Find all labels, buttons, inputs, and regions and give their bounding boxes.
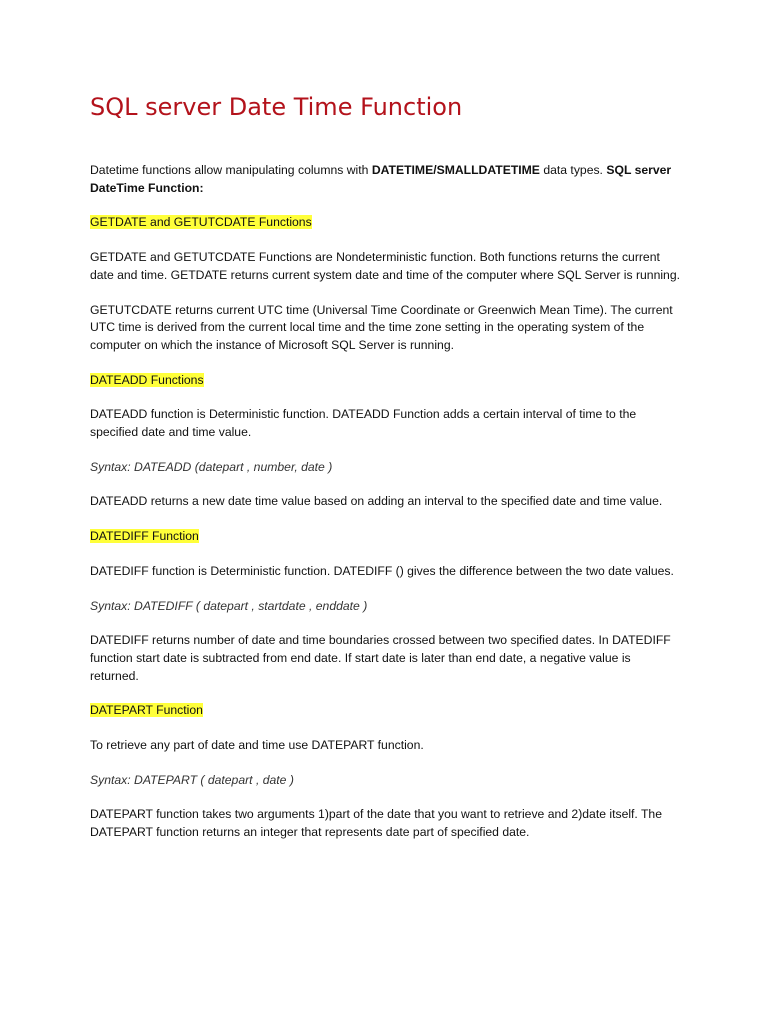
section-heading-datepart <box>90 702 680 720</box>
heading-getdate-text: GETDATE and GETUTCDATE Functions <box>90 215 312 230</box>
document-page <box>90 92 680 859</box>
datediff-paragraph-2: DATEDIFF returns number of date and time boundaries crossed between two specified dates. In DATEDIFF function start date is subtracted from end date. If start date is later than end date, a negative value is returned. <box>90 633 671 683</box>
page-title: SQL server Date Time Function <box>90 93 463 121</box>
datediff-paragraph-1: DATEDIFF function is Deterministic function. DATEDIFF () gives the difference between the two date values. <box>90 563 674 578</box>
intro-paragraph <box>90 162 680 197</box>
heading-datediff-text: DATEDIFF Function <box>90 529 199 544</box>
section-heading-getdate <box>90 214 680 232</box>
datepart-syntax: Syntax: DATEPART ( datepart , date ) <box>90 772 294 787</box>
heading-dateadd-text: DATEADD Functions <box>90 372 204 387</box>
intro-text-before: Datetime functions allow manipulating columns with <box>90 163 372 177</box>
section-heading-dateadd <box>90 372 680 390</box>
heading-datepart-text: DATEPART Function <box>90 703 203 718</box>
intro-text-middle: data types. <box>539 163 607 177</box>
section-heading-datediff <box>90 528 680 546</box>
datepart-paragraph-1: To retrieve any part of date and time use DATEPART function. <box>90 738 424 753</box>
datediff-syntax: Syntax: DATEDIFF ( datepart , startdate , enddate ) <box>90 598 368 613</box>
intro-bold-types: DATETIME/SMALLDATETIME <box>371 163 540 177</box>
dateadd-syntax: Syntax: DATEADD (datepart , number, date ) <box>90 459 333 474</box>
dateadd-paragraph-1: DATEADD function is Deterministic function. DATEADD Function adds a certain interval of time to the specified date and time value. <box>90 407 637 440</box>
dateadd-paragraph-2: DATEADD returns a new date time value based on adding an interval to the specified date and time value. <box>90 494 663 509</box>
getdate-paragraph-1: GETDATE and GETUTCDATE Functions are Nondeterministic function. Both functions returns the current date and time. GETDATE returns current system date and time of the computer where SQL Server is running. <box>90 250 680 282</box>
datepart-paragraph-2: DATEPART function takes two arguments 1)part of the date that you want to retrieve and 2)date itself. The DATEPART function returns an integer that represents date part of specified date. <box>90 807 662 840</box>
getdate-paragraph-2: GETUTCDATE returns current UTC time (Universal Time Coordinate or Greenwich Mean Time). The current UTC time is derived from the current local time and the time zone setting in the operating system of the computer on which the instance of Microsoft SQL Server is running. <box>90 302 673 352</box>
intro-bold-end: SQL server DateTime Function: <box>90 163 672 195</box>
